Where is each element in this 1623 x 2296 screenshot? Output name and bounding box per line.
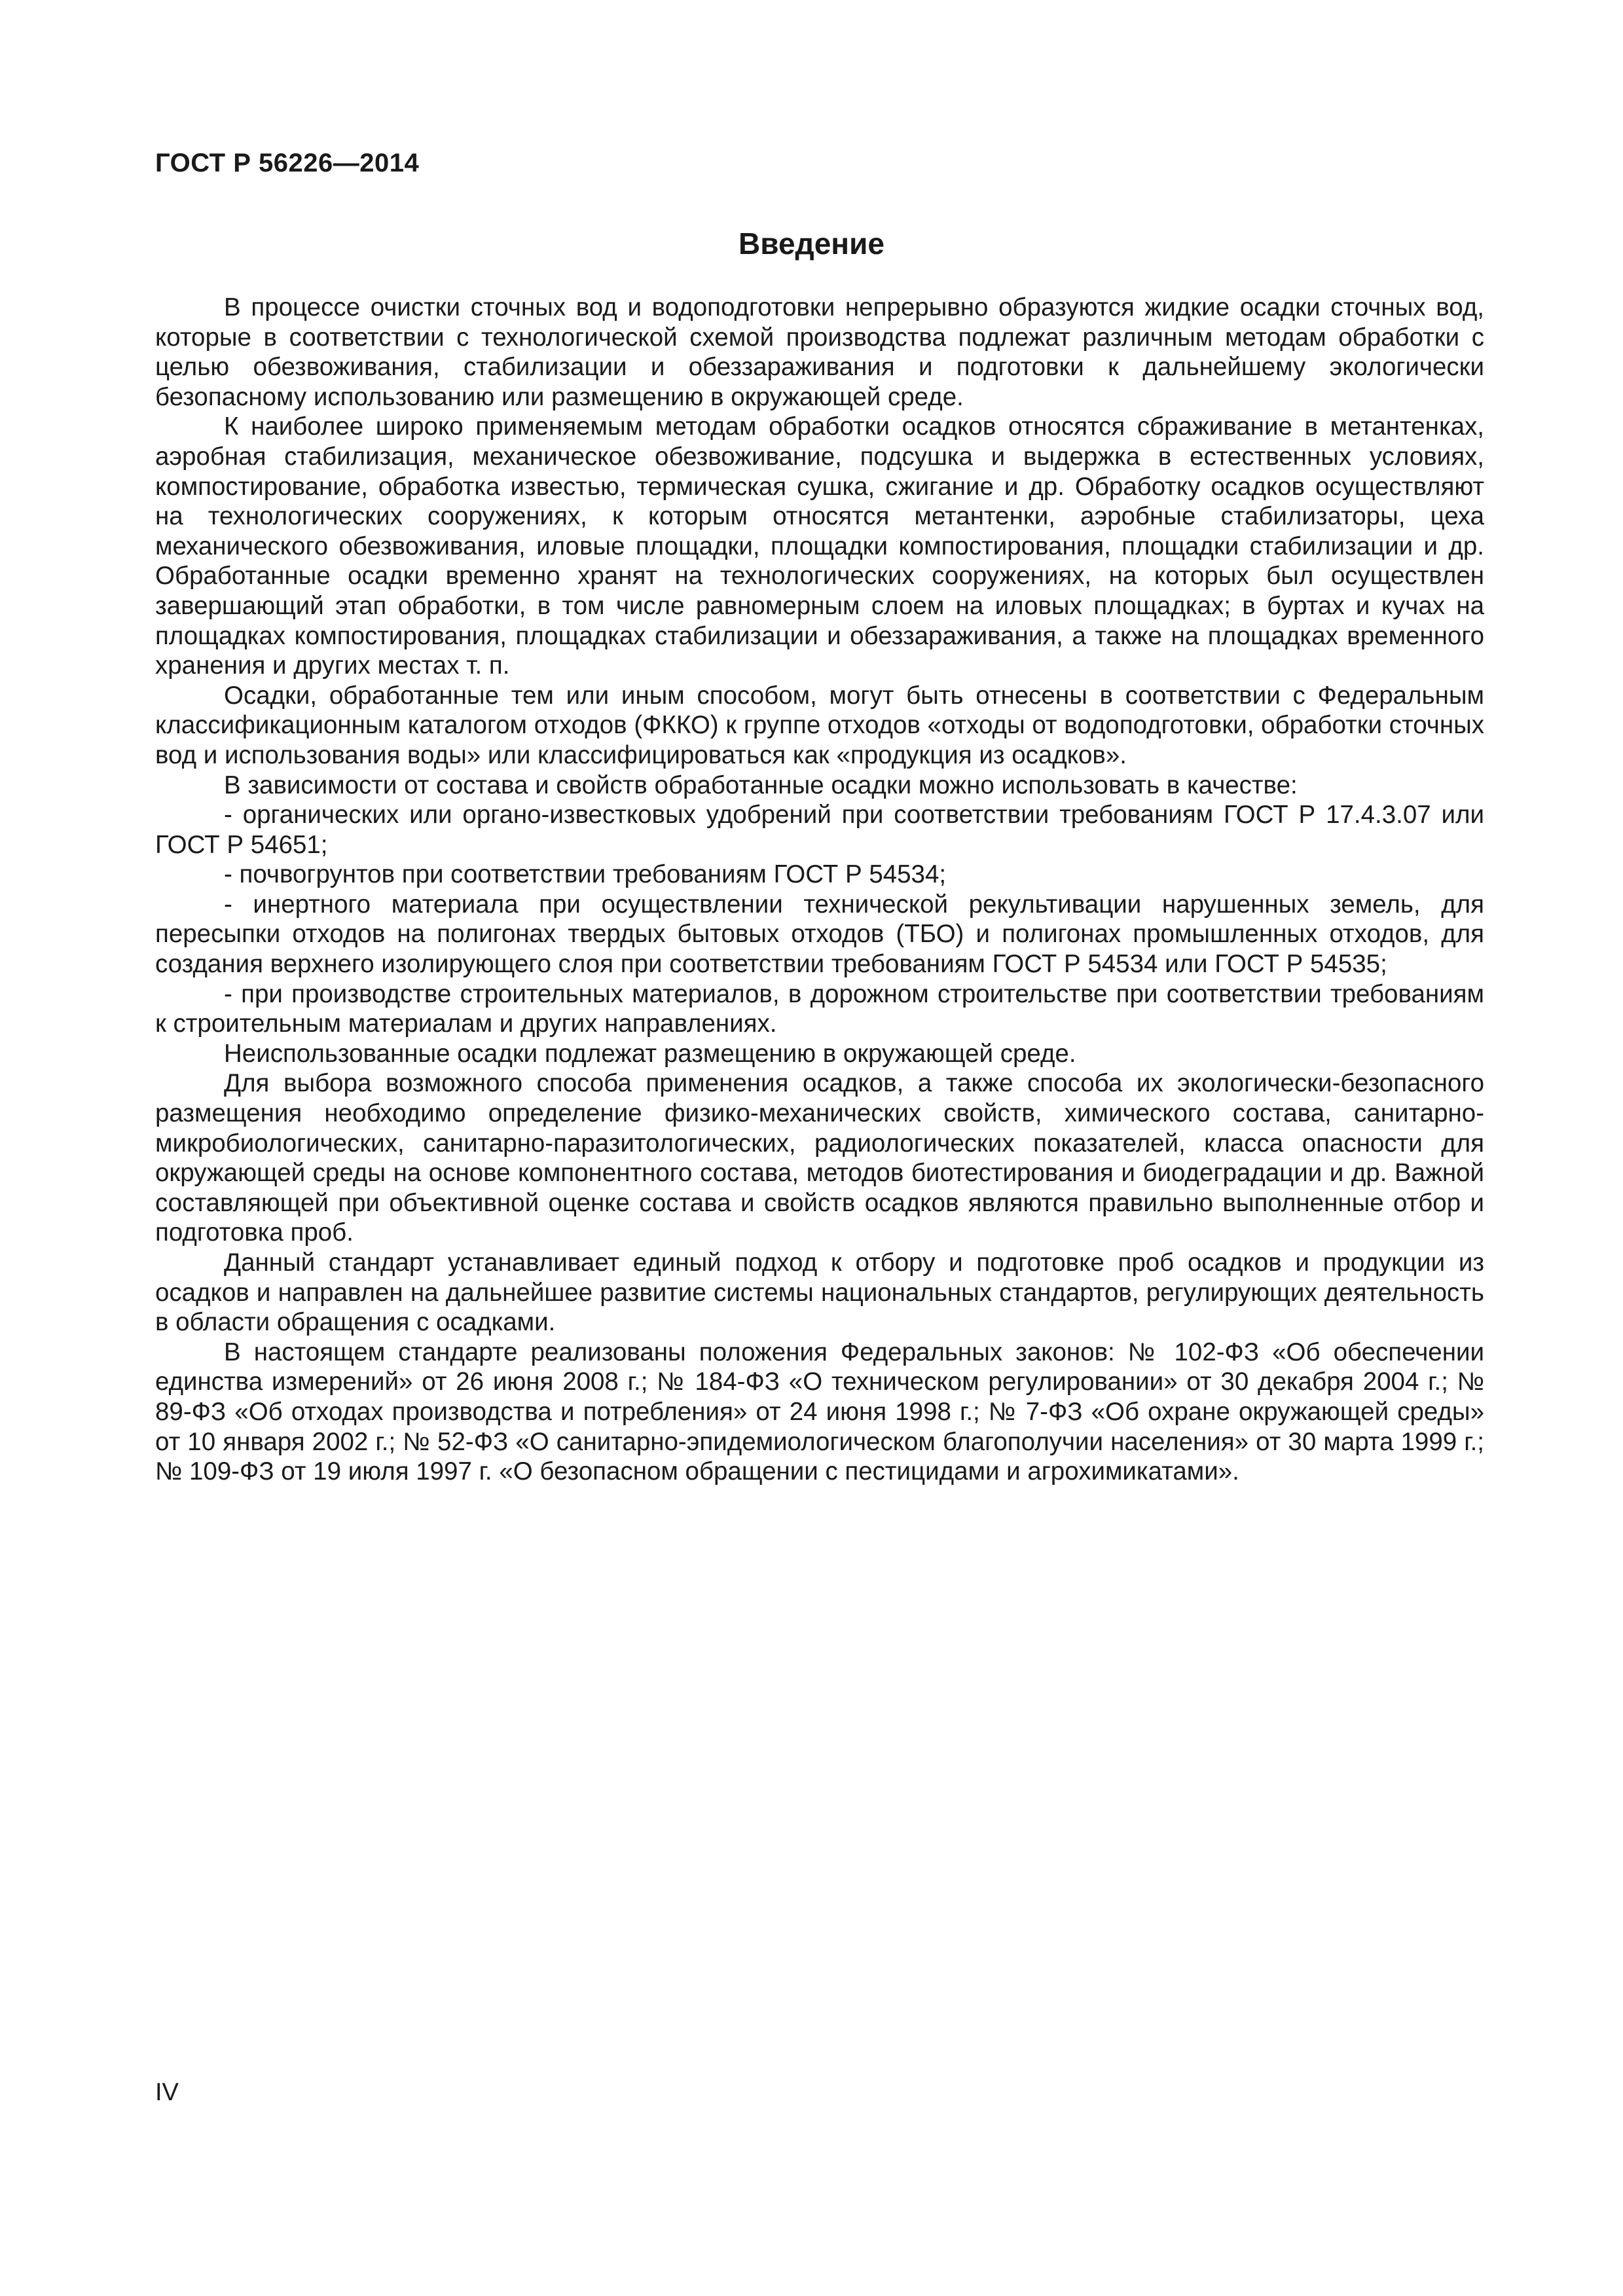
document-code: ГОСТ Р 56226—2014	[155, 149, 420, 177]
list-item: - при производстве строительных материалов, в дорожном строительстве при соответствии требованиям к строительным материалам и других направлениях.	[155, 979, 1484, 1038]
section-title: Введение	[739, 227, 884, 261]
paragraph: К наиболее широко применяемым методам обработки осадков относятся сбраживание в метантенках, аэробная стабилизация, механическое обезвоживание, подсушка и выдержка в естественных условиях, компостирование, обработка известью, термическая сушка, сжигание и др. Обработку осадков осуществляют на технологических сооружениях, к которым относятся метантенки, аэробные стабилизаторы, цеха механического обезвоживания, иловые площадки, площадки компостирования, площадки стабилизации и др. Обработанные осадки временно хранят на технологических сооружениях, на которых был осуществлен завершающий этап обработки, в том числе равномерным слоем на иловых площадках; в буртах и кучах на площадках компостирования, площадках стабилизации и обеззараживания, а также на площадках временного хранения и других местах т. п.	[155, 412, 1484, 680]
document-body	[155, 293, 1484, 1487]
paragraph: Осадки, обработанные тем или иным способом, могут быть отнесены в соответствии с Федеральным классификационным каталогом отходов (ФККО) к группе отходов «отходы от водоподготовки, обработки сточных вод и использования воды» или классифицироваться как «продукция из осадков».	[155, 681, 1485, 769]
list-item: - почвогрунтов при соответствии требованиям ГОСТ Р 54534;	[224, 860, 947, 889]
paragraph: В зависимости от состава и свойств обработанные осадки можно использовать в качестве:	[224, 771, 1298, 799]
paragraph: В настоящем стандарте реализованы положения Федеральных законов: № 102-ФЗ «Об обеспечении единства измерений» от 26 июня 2008 г.; № 184-ФЗ «О техническом регулировании» от 30 декабря 2004 г.; № 89-ФЗ «Об отходах производства и потребления» от 24 июня 1998 г.; № 7-ФЗ «Об охране окружающей среды» от 10 января 2002 г.; № 52-ФЗ «О санитарно-эпидемиологическом благополучии населения» от 30 марта 1999 г.; № 109-ФЗ от 19 июля 1997 г. «О безопасном обращении с пестицидами и агрохимикатами».	[155, 1338, 1484, 1486]
paragraph: Данный стандарт устанавливает единый подход к отбору и подготовке проб осадков и продукции из осадков и направлен на дальнейшее развитие системы национальных стандартов, регулирующих деятельность в области обращения с осадками.	[155, 1248, 1484, 1337]
list-item: - органических или органо-известковых удобрений при соответствии требованиям ГОСТ Р 17.4.3.07 или ГОСТ Р 54651;	[155, 801, 1484, 859]
page-number: IV	[155, 2079, 179, 2106]
paragraph: В процессе очистки сточных вод и водоподготовки непрерывно образуются жидкие осадки сточных вод, которые в соответствии с технологической схемой производства подлежат различным методам обработки с целью обезвоживания, стабилизации и обеззараживания и подготовки к дальнейшему экологически безопасному использованию или размещению в окружающей среде.	[155, 293, 1484, 411]
list-item: - инертного материала при осуществлении технической рекультивации нарушенных земель, для пересыпки отходов на полигонах твердых бытовых отходов (ТБО) и полигонах промышленных отходов, для создания верхнего изолирующего слоя при соответствии требованиям ГОСТ Р 54534 или ГОСТ Р 54535;	[155, 890, 1484, 979]
paragraph: Для выбора возможного способа применения осадков, а также способа их экологически-безопасного размещения необходимо определение физико-механических свойств, химического состава, санитарно-микробиологических, санитарно-паразитологических, радиологических показателей, класса опасности для окружающей среды на основе компонентного состава, методов биотестирования и биодеградации и др. Важной составляющей при объективной оценке состава и свойств осадков являются правильно выполненные отбор и подготовка проб.	[155, 1069, 1484, 1247]
paragraph: Неиспользованные осадки подлежат размещению в окружающей среде.	[224, 1039, 1076, 1068]
